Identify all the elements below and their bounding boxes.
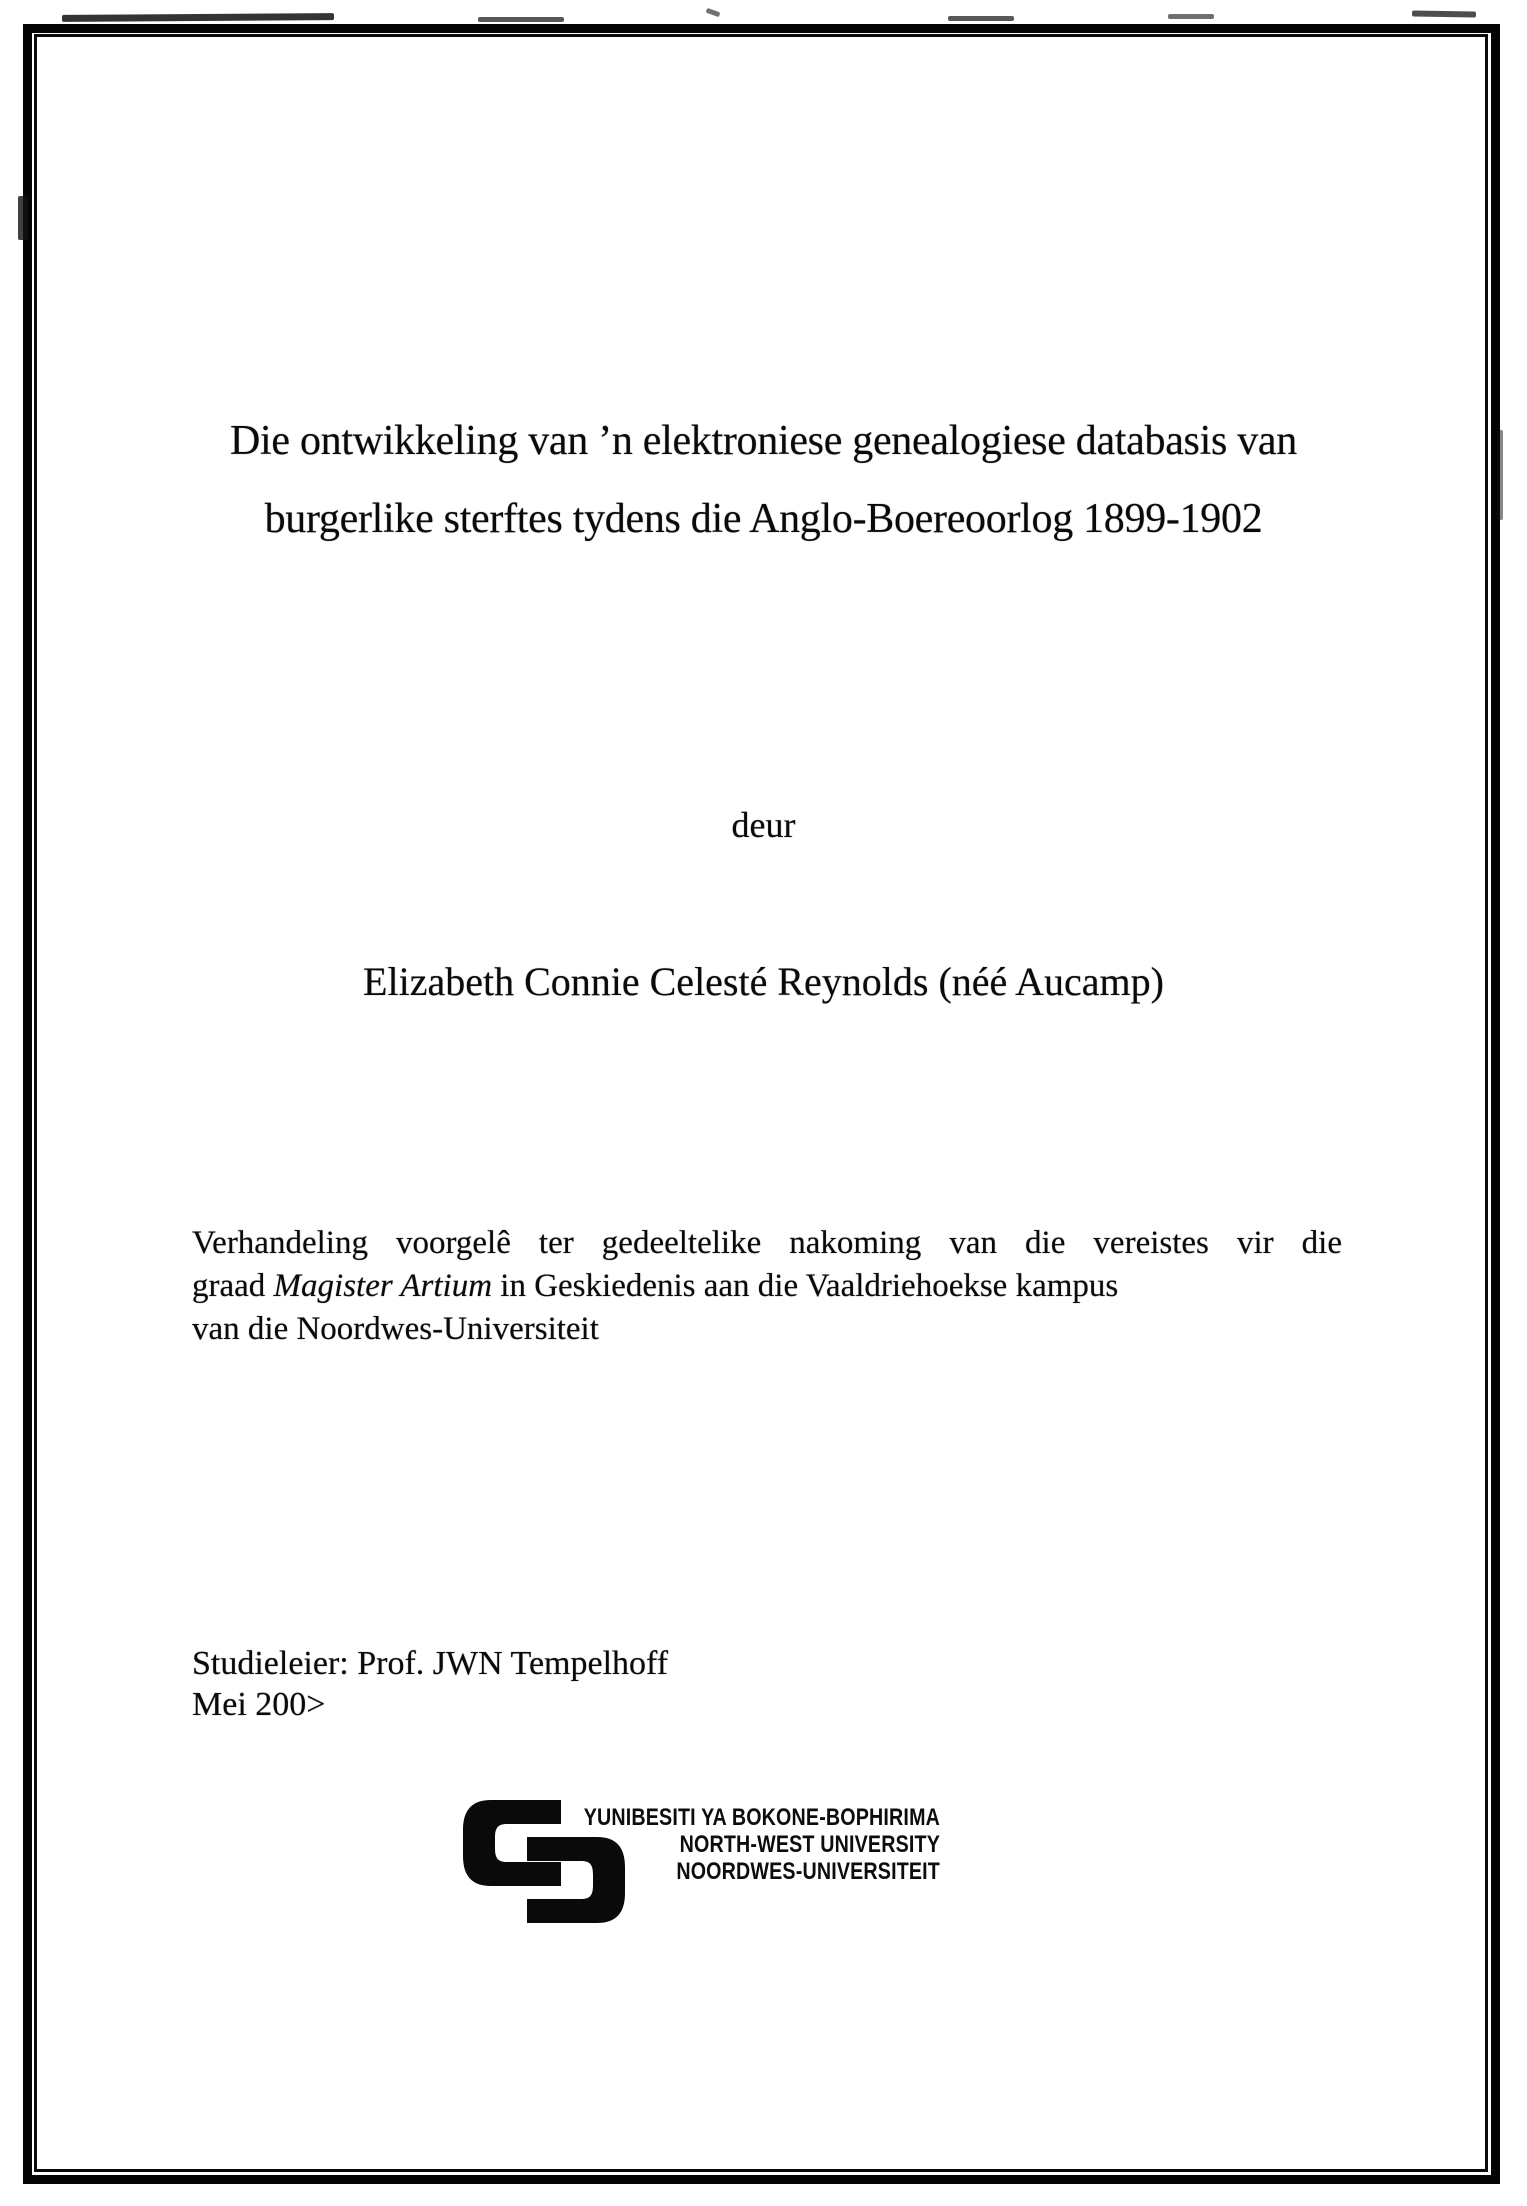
thesis-title-line2: burgerlike sterftes tydens die Anglo-Boereoorlog 1899-1902 <box>264 496 1263 542</box>
university-wordmark <box>514 1804 940 1885</box>
university-wordmark-line1: YUNIBESITI YA BOKONE-BOPHIRIMA <box>583 1804 940 1831</box>
scan-artifact <box>478 17 564 22</box>
thesis-title-line1: Die ontwikkeling van ’n elektroniese genealogiese databasis van <box>230 418 1297 464</box>
degree-description-line2 <box>192 1265 1342 1308</box>
scan-artifact <box>1497 430 1503 520</box>
supervisor-line: Studieleier: Prof. JWN Tempelhoff <box>192 1645 669 1682</box>
date-line: Mei 200> <box>192 1686 326 1723</box>
degree-description-line1: Verhandeling voorgelê ter gedeeltelike nakoming van die vereistes vir die <box>192 1225 1342 1261</box>
scan-artifact <box>706 8 721 17</box>
scan-artifact <box>18 196 28 240</box>
author-name: Elizabeth Connie Celesté Reynolds (néé Aucamp) <box>363 959 1164 1004</box>
university-wordmark-line3: NOORDWES-UNIVERSITEIT <box>676 1858 940 1885</box>
byline-label: deur <box>731 805 796 845</box>
scan-artifact <box>1168 14 1214 19</box>
scan-artifact <box>1412 10 1476 17</box>
degree-description <box>192 1222 1342 1351</box>
supervisor-block <box>192 1643 1092 1725</box>
degree-description-line3: van die Noordwes-Universiteit <box>192 1311 599 1347</box>
degree-name-italic: Magister Artium <box>273 1268 493 1304</box>
thesis-title <box>92 402 1435 558</box>
university-wordmark-line2: NORTH-WEST UNIVERSITY <box>679 1831 940 1858</box>
degree-description-line2-prefix: graad <box>192 1268 274 1304</box>
degree-description-line2-suffix: in Geskiedenis aan die Vaaldriehoekse kampus <box>492 1268 1119 1304</box>
scan-artifact <box>948 16 1014 21</box>
scan-artifact <box>62 13 334 22</box>
